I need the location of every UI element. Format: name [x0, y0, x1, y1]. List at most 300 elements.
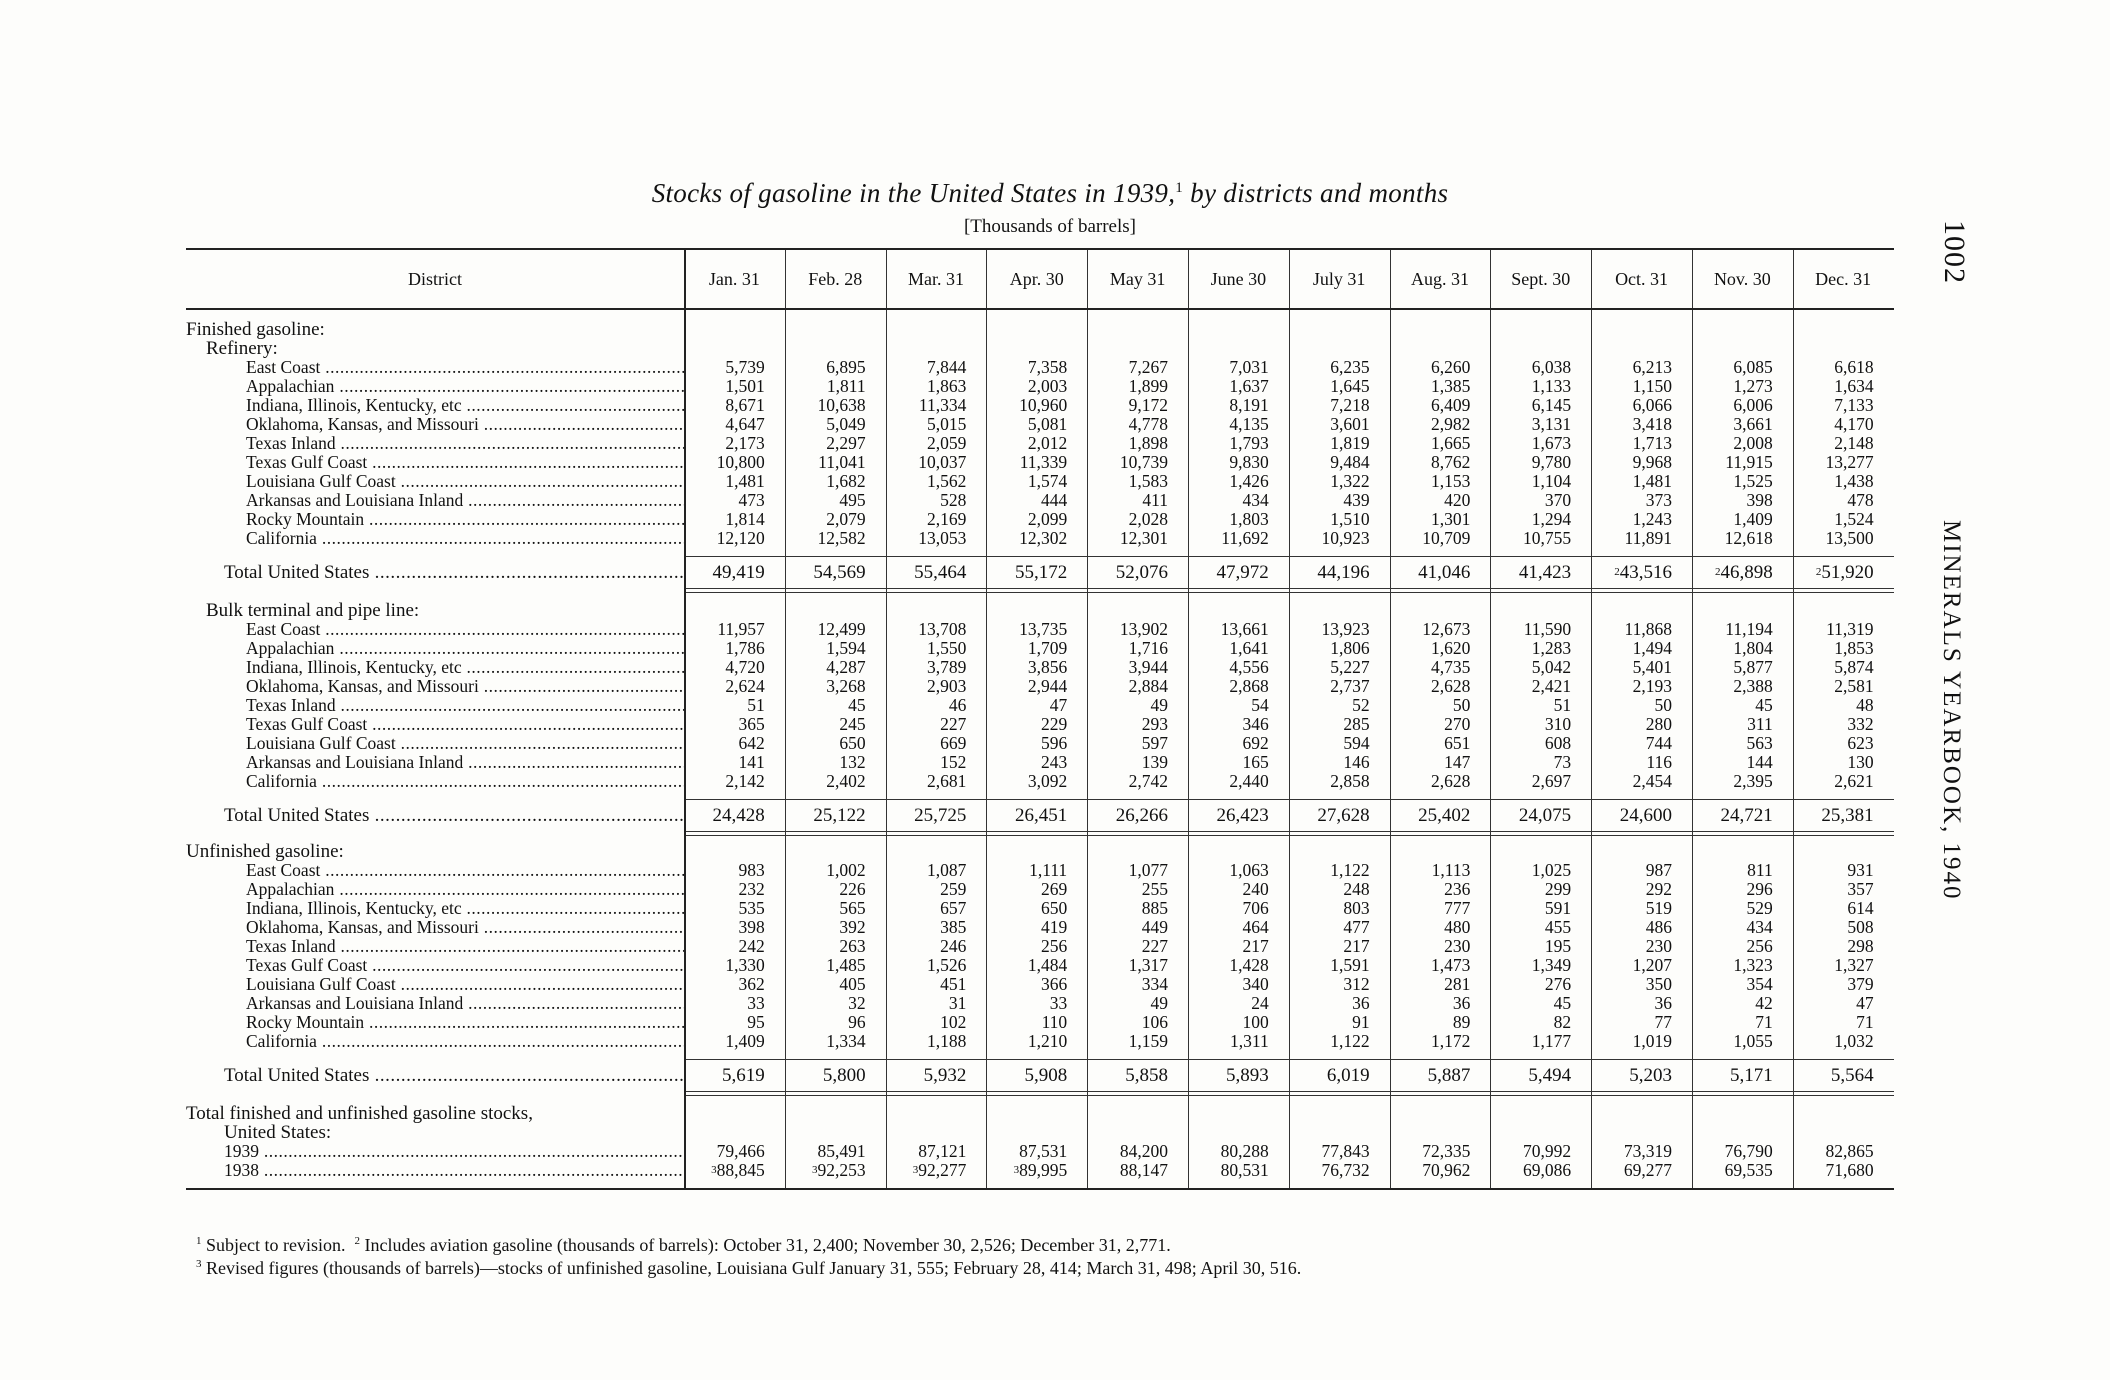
cell-number: 165: [1242, 752, 1269, 772]
cell-number: 226: [839, 879, 866, 899]
cell-value: [1793, 472, 1894, 491]
cell-number: 2,169: [927, 509, 967, 529]
cell-number: 13,923: [1321, 619, 1370, 639]
cell-number: 54: [1251, 695, 1269, 715]
cell-value: [1692, 434, 1793, 453]
cell-value: [1087, 880, 1188, 899]
cell-number: 744: [1645, 733, 1672, 753]
cell-value: [1289, 510, 1390, 529]
cell-number: 92,277: [918, 1160, 967, 1180]
cell-number: 3,268: [826, 676, 866, 696]
cell-value: [986, 510, 1087, 529]
cell-value: [1188, 861, 1289, 880]
cell-number: 2,621: [1834, 771, 1874, 791]
cell-number: 270: [1444, 714, 1471, 734]
cell-value: [684, 772, 785, 791]
cell-number: 1,055: [1733, 1031, 1773, 1051]
month-header: Dec. 31: [1815, 268, 1872, 289]
cell-value: [1289, 563, 1390, 582]
cell-number: 2,099: [1027, 509, 1068, 529]
cell-number: 47,972: [1216, 562, 1269, 583]
cell-number: 1,188: [927, 1031, 967, 1051]
cell-number: 528: [940, 490, 967, 510]
cell-value: [1289, 696, 1390, 715]
cell-value: [986, 1066, 1087, 1085]
cell-number: 3,856: [1027, 657, 1068, 677]
cell-value: [1188, 715, 1289, 734]
cell-value: [684, 861, 785, 880]
cell-number: 1,803: [1229, 509, 1269, 529]
cell-value: [886, 529, 987, 548]
cell-number: 334: [1141, 974, 1168, 994]
cell-value: [1087, 396, 1188, 415]
cell-number: 420: [1444, 490, 1471, 510]
cell-number: 9,968: [1632, 452, 1672, 472]
cell-number: 49: [1150, 695, 1168, 715]
cell-number: 33: [1049, 993, 1068, 1013]
cell-number: 480: [1444, 917, 1471, 937]
table-row: [186, 358, 1894, 377]
cell-number: 296: [1746, 879, 1773, 899]
cell-number: 597: [1141, 733, 1168, 753]
cell-number: 6,618: [1834, 357, 1874, 377]
cell-value: [1289, 956, 1390, 975]
cell-value: [1087, 453, 1188, 472]
cell-value: [1490, 658, 1591, 677]
cell-number: 2,742: [1128, 771, 1168, 791]
cell-number: 45: [848, 695, 866, 715]
cell-value: [1793, 358, 1894, 377]
cell-number: 84,200: [1119, 1141, 1168, 1161]
cell-value: [1591, 434, 1692, 453]
cell-number: 2,008: [1733, 433, 1773, 453]
cell-number: 4,556: [1229, 657, 1269, 677]
cell-value: [1390, 975, 1491, 994]
cell-number: 373: [1645, 490, 1672, 510]
cell-value: [1390, 358, 1491, 377]
cell-number: 2,421: [1531, 676, 1572, 696]
cell-number: 811: [1747, 860, 1773, 880]
cell-value: [1793, 563, 1894, 582]
cell-value: [1490, 753, 1591, 772]
cell-value: [684, 415, 785, 434]
cell-value: [1591, 994, 1692, 1013]
cell-value: [1087, 994, 1188, 1013]
district-label: Texas Inland .....: [186, 434, 684, 453]
cell-value: [1087, 491, 1188, 510]
cell-value: [1188, 377, 1289, 396]
cell-value: [1087, 563, 1188, 582]
cell-number: 259: [940, 879, 967, 899]
cell-value: [986, 715, 1087, 734]
cell-number: 7,844: [927, 357, 967, 377]
cell-number: 1,111: [1029, 860, 1068, 880]
cell-number: 477: [1343, 917, 1370, 937]
cell-value: [1289, 1066, 1390, 1085]
cell-value: [1490, 358, 1591, 377]
cell-number: 248: [1343, 879, 1370, 899]
cell-value: [886, 415, 987, 434]
district-label: East Coast .....: [186, 358, 684, 377]
cell-value: [1289, 491, 1390, 510]
cell-value: [785, 994, 886, 1013]
cell-value: [1087, 639, 1188, 658]
cell-number: 5,564: [1830, 1065, 1874, 1086]
cell-number: 1,645: [1330, 376, 1370, 396]
cell-value: [684, 472, 785, 491]
cell-value: [986, 1161, 1087, 1180]
cell-number: 1,786: [725, 638, 765, 658]
cell-number: 1,525: [1733, 471, 1773, 491]
cell-value: [1289, 358, 1390, 377]
cell-number: 591: [1544, 898, 1572, 918]
cell-number: 706: [1242, 898, 1269, 918]
district-label: Louisiana Gulf Coast .....: [186, 472, 684, 491]
cell-number: 1,133: [1531, 376, 1572, 396]
cell-value: [1490, 696, 1591, 715]
cell-number: 1,283: [1531, 638, 1572, 658]
cell-number: 11,590: [1523, 619, 1572, 639]
cell-value: [1591, 491, 1692, 510]
cell-number: 478: [1847, 490, 1874, 510]
district-label: East Coast .....: [186, 620, 684, 639]
cell-number: 13,902: [1119, 619, 1168, 639]
cell-number: 1,323: [1733, 955, 1773, 975]
cell-value: [1490, 975, 1591, 994]
district-label: Oklahoma, Kansas, and Missouri .....: [186, 918, 684, 937]
cell-number: 2,681: [927, 771, 967, 791]
cell-value: [1490, 677, 1591, 696]
cell-value: [1289, 1032, 1390, 1051]
cell-value: [1390, 1013, 1491, 1032]
cell-value: [785, 658, 886, 677]
cell-value: [1591, 1032, 1692, 1051]
cell-value: [1490, 491, 1591, 510]
note-mark: 2: [1815, 566, 1822, 578]
table-subtitle: [Thousands of barrels]: [963, 216, 1136, 237]
month-header: Feb. 28: [808, 268, 863, 289]
cell-number: 51,920: [1821, 562, 1874, 583]
cell-number: 2,628: [1431, 771, 1471, 791]
cell-value: [1188, 639, 1289, 658]
cell-number: 1,063: [1229, 860, 1269, 880]
cell-number: 6,085: [1733, 357, 1773, 377]
cell-number: 9,780: [1531, 452, 1572, 472]
cell-value: [1591, 358, 1692, 377]
cell-value: [1793, 434, 1894, 453]
cell-value: [785, 491, 886, 510]
cell-value: [785, 772, 886, 791]
cell-number: 1,172: [1431, 1031, 1471, 1051]
cell-value: [1289, 434, 1390, 453]
cell-value: [986, 956, 1087, 975]
cell-value: [1188, 358, 1289, 377]
cell-number: 5,874: [1834, 657, 1874, 677]
cell-number: 657: [940, 898, 967, 918]
cell-value: [1692, 715, 1793, 734]
note-mark: 2: [1715, 566, 1721, 578]
cell-number: 1,673: [1531, 433, 1572, 453]
cell-number: 12,120: [716, 528, 765, 548]
month-header: Aug. 31: [1410, 268, 1469, 289]
cell-number: 255: [1141, 879, 1168, 899]
cell-value: [1692, 358, 1793, 377]
cell-number: 80,531: [1220, 1160, 1269, 1180]
cell-value: [684, 491, 785, 510]
cell-number: 1,409: [1733, 509, 1773, 529]
cell-number: 245: [839, 714, 866, 734]
district-header: District: [408, 268, 462, 289]
cell-number: 1,526: [927, 955, 967, 975]
cell-number: 45: [1553, 993, 1572, 1013]
cell-number: 12,499: [817, 619, 866, 639]
cell-value: [1490, 715, 1591, 734]
cell-value: [986, 994, 1087, 1013]
cell-value: [886, 677, 987, 696]
cell-number: 12,302: [1019, 528, 1068, 548]
cell-value: [785, 696, 886, 715]
cell-number: 1,294: [1531, 509, 1572, 529]
cell-value: [684, 734, 785, 753]
cell-number: 82,865: [1825, 1141, 1874, 1161]
cell-number: 608: [1544, 733, 1572, 753]
page-number: 1002: [1938, 220, 1971, 284]
cell-number: 144: [1746, 752, 1773, 772]
cell-value: [1087, 696, 1188, 715]
cell-value: [1087, 358, 1188, 377]
table-row: [186, 918, 1894, 937]
cell-number: 230: [1645, 936, 1672, 956]
cell-number: 92,253: [817, 1160, 866, 1180]
cell-value: [1390, 396, 1491, 415]
cell-number: 5,932: [923, 1065, 967, 1086]
cell-value: [1490, 1013, 1591, 1032]
cell-value: [785, 1013, 886, 1032]
cell-value: [785, 563, 886, 582]
cell-value: [1591, 918, 1692, 937]
cell-number: 1,210: [1027, 1031, 1068, 1051]
cell-value: [1188, 1161, 1289, 1180]
cell-value: [1188, 899, 1289, 918]
cell-value: [986, 734, 1087, 753]
cell-value: [1087, 1142, 1188, 1161]
cell-number: 6,213: [1632, 357, 1672, 377]
table-row: [186, 472, 1894, 491]
cell-value: [1289, 639, 1390, 658]
cell-value: [1591, 975, 1692, 994]
cell-number: 310: [1544, 714, 1572, 734]
cell-number: 246: [940, 936, 967, 956]
cell-number: 24,600: [1619, 805, 1672, 826]
cell-number: 139: [1141, 752, 1168, 772]
cell-value: [785, 1032, 886, 1051]
cell-number: 227: [1141, 936, 1168, 956]
cell-value: [1692, 677, 1793, 696]
cell-value: [986, 563, 1087, 582]
cell-number: 1,243: [1632, 509, 1672, 529]
cell-number: 2,884: [1128, 676, 1168, 696]
table-row: [186, 677, 1894, 696]
cell-number: 439: [1343, 490, 1370, 510]
month-header: Nov. 30: [1713, 268, 1771, 289]
cell-value: [1390, 658, 1491, 677]
cell-value: [1390, 899, 1491, 918]
cell-value: [1591, 510, 1692, 529]
cell-value: [1591, 753, 1692, 772]
cell-number: 1,019: [1632, 1031, 1672, 1051]
cell-number: 299: [1544, 879, 1572, 899]
cell-number: 2,003: [1027, 376, 1068, 396]
spacer: [186, 310, 1894, 320]
cell-number: 2,297: [826, 433, 866, 453]
cell-value: [1188, 396, 1289, 415]
cell-value: [1087, 1032, 1188, 1051]
table-row: [186, 620, 1894, 639]
spacer: [186, 1051, 1894, 1059]
cell-number: 95: [747, 1012, 765, 1032]
cell-number: 6,038: [1531, 357, 1572, 377]
cell-number: 25,381: [1821, 805, 1874, 826]
group-label-row: [186, 601, 1894, 620]
cell-number: 6,145: [1531, 395, 1572, 415]
cell-number: 243: [1040, 752, 1068, 772]
cell-value: [1490, 956, 1591, 975]
table-row: [186, 415, 1894, 434]
cell-number: 1,484: [1027, 955, 1068, 975]
cell-number: 236: [1444, 879, 1471, 899]
cell-number: 5,081: [1027, 414, 1068, 434]
cell-number: 1,634: [1834, 376, 1874, 396]
cell-value: [785, 734, 886, 753]
cell-number: 25,122: [813, 805, 866, 826]
cell-value: [1591, 658, 1692, 677]
cell-value: [986, 472, 1087, 491]
cell-value: [1490, 563, 1591, 582]
cell-value: [1289, 658, 1390, 677]
cell-number: 85,491: [817, 1141, 866, 1161]
cell-value: [986, 899, 1087, 918]
cell-value: [1490, 880, 1591, 899]
cell-number: 41,046: [1418, 562, 1471, 583]
spacer: [186, 548, 1894, 556]
cell-value: [986, 1142, 1087, 1161]
cell-value: [785, 639, 886, 658]
cell-value: [1188, 696, 1289, 715]
cell-value: [1188, 937, 1289, 956]
cell-number: 48: [1856, 695, 1874, 715]
cell-value: [1591, 899, 1692, 918]
cell-number: 535: [738, 898, 765, 918]
cell-number: 4,287: [826, 657, 866, 677]
cell-number: 2,581: [1834, 676, 1874, 696]
cell-number: 25,725: [914, 805, 967, 826]
cell-value: [1591, 639, 1692, 658]
cell-number: 1,814: [725, 509, 765, 529]
table-row: [186, 880, 1894, 899]
district-label: 1938 .....: [186, 1161, 684, 1180]
cell-value: [1490, 510, 1591, 529]
total-row: [186, 563, 1894, 582]
cell-number: 1,637: [1229, 376, 1269, 396]
cell-number: 1,716: [1128, 638, 1168, 658]
cell-number: 983: [738, 860, 765, 880]
cell-value: [886, 1066, 987, 1085]
cell-value: [1188, 529, 1289, 548]
cell-number: 5,049: [826, 414, 866, 434]
cell-number: 269: [1040, 879, 1068, 899]
cell-value: [1692, 639, 1793, 658]
cell-value: [684, 1161, 785, 1180]
cell-value: [1692, 1142, 1793, 1161]
group-label: Refinery:: [206, 339, 278, 358]
cell-value: [886, 472, 987, 491]
cell-value: [1490, 434, 1591, 453]
district-label: Oklahoma, Kansas, and Missouri .....: [186, 415, 684, 434]
cell-number: 195: [1544, 936, 1572, 956]
cell-value: [1087, 1013, 1188, 1032]
cell-number: 1,473: [1431, 955, 1471, 975]
cell-number: 6,895: [826, 357, 866, 377]
cell-value: [986, 377, 1087, 396]
cell-number: 51: [747, 695, 765, 715]
cell-number: 1,311: [1230, 1031, 1269, 1051]
cell-value: [1390, 1161, 1491, 1180]
cell-value: [785, 677, 886, 696]
cell-value: [1490, 1161, 1591, 1180]
cell-number: 1,122: [1330, 860, 1370, 880]
cell-value: [1087, 937, 1188, 956]
cell-value: [785, 396, 886, 415]
cell-number: 354: [1746, 974, 1773, 994]
cell-value: [1087, 620, 1188, 639]
cell-value: [1692, 994, 1793, 1013]
table-row: [186, 696, 1894, 715]
group-label-row: [186, 320, 1894, 339]
cell-value: [684, 563, 785, 582]
cell-value: [1692, 529, 1793, 548]
district-label: Louisiana Gulf Coast .....: [186, 975, 684, 994]
gasoline-stocks-table: [186, 248, 1894, 1190]
cell-number: 293: [1141, 714, 1168, 734]
cell-number: 1,327: [1834, 955, 1874, 975]
cell-number: 346: [1242, 714, 1269, 734]
cell-value: [1490, 415, 1591, 434]
cell-value: [1490, 918, 1591, 937]
cell-number: 88,845: [716, 1160, 765, 1180]
cell-number: 1,150: [1632, 376, 1672, 396]
cell-number: 49: [1150, 993, 1168, 1013]
table-row: [186, 975, 1894, 994]
cell-value: [785, 529, 886, 548]
cell-value: [1793, 491, 1894, 510]
cell-value: [1289, 453, 1390, 472]
cell-number: 3,092: [1027, 771, 1068, 791]
cell-number: 50: [1452, 695, 1471, 715]
cell-number: 5,042: [1531, 657, 1572, 677]
cell-number: 229: [1040, 714, 1068, 734]
cell-value: [1390, 806, 1491, 825]
cell-number: 3,661: [1733, 414, 1773, 434]
cell-number: 2,903: [927, 676, 967, 696]
cell-number: 1,334: [826, 1031, 866, 1051]
cell-value: [785, 937, 886, 956]
cell-value: [684, 806, 785, 825]
cell-number: 9,484: [1330, 452, 1370, 472]
month-header: May 31: [1109, 268, 1166, 289]
cell-value: [1390, 529, 1491, 548]
cell-value: [1692, 861, 1793, 880]
cell-value: [1692, 806, 1793, 825]
